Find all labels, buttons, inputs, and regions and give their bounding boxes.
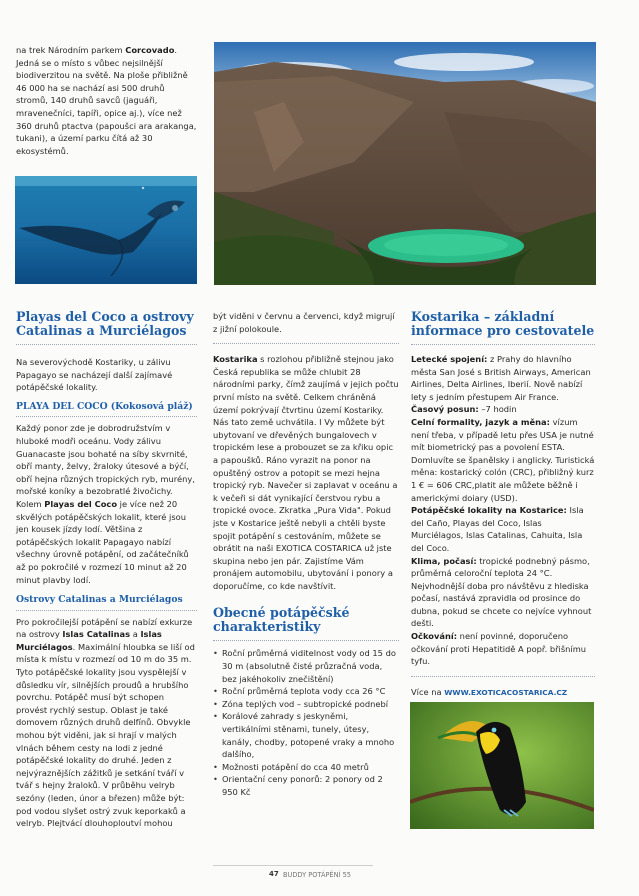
- manta-ray-photo: [15, 176, 197, 284]
- info-item: [411, 555, 595, 631]
- characteristic-item: • Možnosti potápění do cca 40 metrů: [213, 761, 399, 774]
- divider: [16, 344, 197, 345]
- info-text: –7 hodin: [478, 404, 517, 415]
- paragraph-continued: být viděni v červnu a červenci, když migrují z jižní polokoule.: [213, 311, 395, 334]
- characteristic-item: • Korálové zahrady s jeskyněmi, vertikálními stěnami, tunely, útesy, kanály, chodby, potopené vraky a mnoho dalšího,: [213, 710, 399, 760]
- divider: [16, 610, 197, 611]
- subheading-playa-del-coco: PLAYA DEL COCO (Kokosová pláž): [16, 400, 193, 412]
- characteristic-item: • Zóna teplých vod – subtropické podnebí: [213, 698, 399, 711]
- section-intro: Na severovýchodě Kostariky, u zálivu Papagayo se nacházejí další zajímavé potápěčské lokality.: [16, 357, 173, 393]
- divider: [16, 416, 197, 417]
- info-item: [411, 630, 595, 668]
- column-two: [213, 310, 399, 799]
- paragraph-playa-del-coco: Každý ponor zde je dobrodružstvím v hluboké modři oceánu. Vody zálivu Guanacaste jsou bohaté na síby skvrnité, obří manty, želvy, žraloky útesové a býčí, obří hejna různých tropických ryb, murény, mořské koníky a bezobratlé živočichy. Kolem Playas del Coco je více než 20 skvělých potápěčských lokalit, které jsou jen kousek jízdy lodí. Většina z potápěčských lokalit Papagayo nabízí všechny úrovně potápění, od začátečníků až po pokročilé v rozmezí 10 minut až 20 minut plavby lodí.: [16, 423, 195, 585]
- paragraph-kostarika: Kostarika s rozlohou přibližně stejnou jako Česká republika se může chlubit 28 národními parky, čímž zaujímá v jejich počtu první místo na světě. Celkem chráněná území pokrývají čtvrtinu území Kostariky. Nás tato země uchvátila. I Vy můžete být ubytovaní ve dřevěných bungalovech v tropickém lese a probouzet se za křiku opic a papoušků. Ráno vyrazit na ponor na opuštěný ostrov a potopit se mezi hejna tropický ryb. Navečer si zaplavat v oceánu a k večeři si dát vynikající čerstvou rybu a tropické ovoce. Zkratka „Pura Vida". Pokud jste v Kostarice ještě nebyli a chtěli byste spojit potápění s cestováním, můžete se obrátit na naši EXOTICA COSTARICA už jste skupina nebo jen pár. Zajistíme Vám pronájem automobilu, ubytování i ponory a doporučíme, co kde navštívit.: [213, 354, 399, 591]
- subheading-ostrovy: Ostrovy Catalinas a Murciélagos: [16, 594, 183, 606]
- column-three: [411, 310, 595, 699]
- page-number: 47: [269, 870, 279, 878]
- info-item: [411, 403, 595, 416]
- info-label: Klima, počasí:: [411, 555, 477, 566]
- info-text: Isla del Caño, Playas del Coco, Islas Murciélagos, Islas Catalinas, Cahuita, Isla del Coco.: [411, 505, 584, 553]
- volcano-crater-photo: [214, 42, 596, 285]
- more-info: Více na WWW.EXOTICACOSTARICA.CZ: [411, 686, 568, 697]
- info-list: [411, 353, 595, 668]
- info-text: není povinné, doporučeno očkování proti Hepatitidě A popř. břišnímu tyfu.: [411, 631, 587, 667]
- info-text: z Prahy do hlavního města San José s British Airways, American Airlines, Delta Airlines, Iberií. Nově nabízí lety s jedním přestupem Air France.: [411, 354, 591, 402]
- section-title: Playas del Coco a ostrovy Catalinas a Murciélagos: [16, 309, 194, 338]
- paragraph-ostrovy: Pro pokročilejší potápění se nabízí exkurze na ostrovy Islas Catalinas a Islas Murciélagos. Maximální hloubka se liší od místa k místu v rozmezí od 10 m do 35 m. Tyto potápěčské lokality jsou vyspělejší v důsledku vír, silnějších proudů a hrubšího povrchu. Potápěč musí být schopen provést rychlý sestup. Oblast je také domovem různých druhů delfínů. Obvykle mohou být viděni, jak si hrají v malých vlnách během cesty na lodi z jedné potápěčské lokality do druhé. Jeden z nejvýraznějších zážitků je setkání tváří v tvář s hejny žraloků. V průběhu velryb sezóny (leden, únor a březen) může být: pod vodou slyšet ostrý zvuk keporkaků a velryb. Plejtvácí dlouhoploutví mohou: [16, 616, 195, 829]
- info-label: Celní formality, jazyk a měna:: [411, 416, 550, 427]
- section-playas-del-coco: [16, 310, 197, 830]
- info-label: Časový posun:: [411, 404, 479, 415]
- info-title: Kostarika – základní informace pro cestovatele: [411, 309, 595, 338]
- characteristic-item: • Orientační ceny ponorů: 2 ponory od 2 950 Kč: [213, 773, 399, 798]
- info-item: [411, 504, 595, 554]
- magazine-name: BUDDY POTÁPĚNÍ 55: [283, 871, 351, 879]
- divider: [213, 343, 399, 344]
- page-footer: [213, 865, 373, 879]
- info-label: Potápěčské lokality na Kostarice:: [411, 505, 567, 516]
- intro-text: na trek Národním parkem Corcovado. Jedná se o místo s vůbec nejsilnější biodiverzitou na světě. Na ploše přibližně 46 000 ha se nachází asi 500 druhů stromů, 140 druhů savců (jaguáři, mravenečníci, tapíři, opice aj.), více než 360 druhů ptactva (papoušci ara arakanga, tukani), a území parku čítá až 30 ekosystémů.: [16, 45, 197, 156]
- divider: [411, 344, 595, 345]
- divider: [411, 676, 595, 677]
- toucan-photo: [410, 702, 594, 829]
- characteristics-list: [213, 647, 399, 798]
- general-characteristics-title: Obecné potápěčské charakteristiky: [213, 605, 350, 635]
- info-item: [411, 416, 595, 504]
- characteristic-item: • Roční průměrná teplota vody cca 26 °C: [213, 685, 399, 698]
- info-label: Očkování:: [411, 631, 458, 642]
- info-text: tropické podnebný pásmo, průměrná celoroční teplota 24 °C. Nejvhodnější doba pro návštěvu z hlediska počasí, nastává zpravidla od prosince do dubna, pokud se chcete co nejvíce vyhnout dešti.: [411, 555, 592, 629]
- divider: [213, 640, 399, 641]
- info-item: [411, 353, 595, 403]
- website-link[interactable]: WWW.EXOTICACOSTARICA.CZ: [444, 687, 568, 697]
- info-label: Letecké spojení:: [411, 354, 488, 364]
- characteristic-item: • Roční průměrná viditelnost vody od 15 do 30 m (absolutně čisté průzračná voda, bez jakéhokoliv znečištění): [213, 647, 399, 685]
- info-text: vízum není třeba, v případě letu přes USA je nutné mít biometrický pas a povolení ESTA. Domluvíte se španělsky i anglicky. Turistická měna: kostarický colón (CRC), přibližný kurz 1 € = 606 CRC,platit ale můžete běžně i americkými doiary (USD).: [411, 416, 595, 503]
